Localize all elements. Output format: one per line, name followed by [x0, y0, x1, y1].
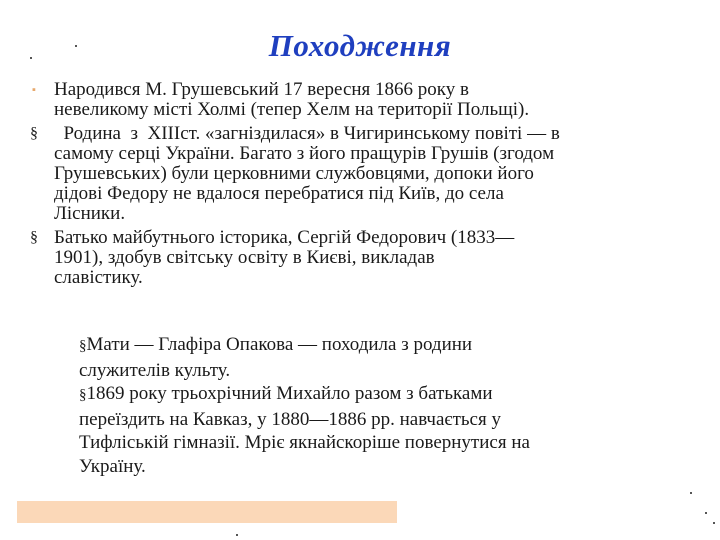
speck [75, 45, 77, 47]
lower-line-2: служителів культу. [79, 359, 231, 381]
bullet-birth [26, 80, 716, 120]
bullet-line: Грушевських) були церковними службовцями, допоки його [54, 163, 534, 184]
bullet-marker: § [79, 338, 87, 354]
bullet-marker: § [30, 125, 38, 142]
bullet-line: славістику. [54, 267, 143, 288]
lower-line-4: переїздить на Кавказ, у 1880—1886 рр. навчається у [79, 408, 501, 430]
speck [690, 492, 692, 494]
bullet-line: Родина з XIIIст. «загніздилася» в Чигиринському повіті — в [54, 123, 560, 144]
lower-line-5: Тифліській гімназії. Мріє якнайскоріше повернутися на [79, 432, 530, 453]
bullet-line: Лісники. [54, 203, 126, 224]
speck [705, 512, 707, 514]
bullet-line: невеликому місті Холмі (тепер Хелм на території Польщі). [54, 99, 530, 120]
bullet-marker: § [30, 229, 38, 246]
lower-text: Мати — Глафіра Опакова — походила з родини [86, 334, 473, 355]
bullet-line: 1901), здобув світську освіту в Києві, викладав [54, 247, 435, 268]
bullet-marker: § [79, 387, 87, 403]
speck [236, 534, 238, 536]
lower-line-6: Україну. [79, 455, 146, 477]
slide-title: Походження [268, 28, 452, 63]
bullet-line: дідові Федору не вдалося перебратися під Київ, до села [54, 183, 504, 204]
speck [30, 57, 32, 59]
lower-line-1 [79, 333, 679, 359]
mother-and-childhood-text [79, 333, 679, 478]
bullet-line: Батько майбутнього історика, Сергій Федорович (1833— [54, 227, 515, 248]
bullet-father [26, 228, 716, 288]
speck [713, 522, 715, 524]
lower-line-3 [79, 382, 679, 408]
footer-bar [17, 501, 397, 523]
bullet-family [26, 124, 716, 224]
bullet-line: самому серці України. Багато з його пращурів Грушів (згодом [54, 143, 555, 164]
lower-text: 1869 року трьохрічний Михайло разом з батьками [86, 383, 493, 404]
bullet-line: Народився М. Грушевський 17 вересня 1866 року в [54, 79, 469, 100]
bullet-list [26, 80, 716, 292]
bullet-marker: ▪ [32, 84, 36, 96]
